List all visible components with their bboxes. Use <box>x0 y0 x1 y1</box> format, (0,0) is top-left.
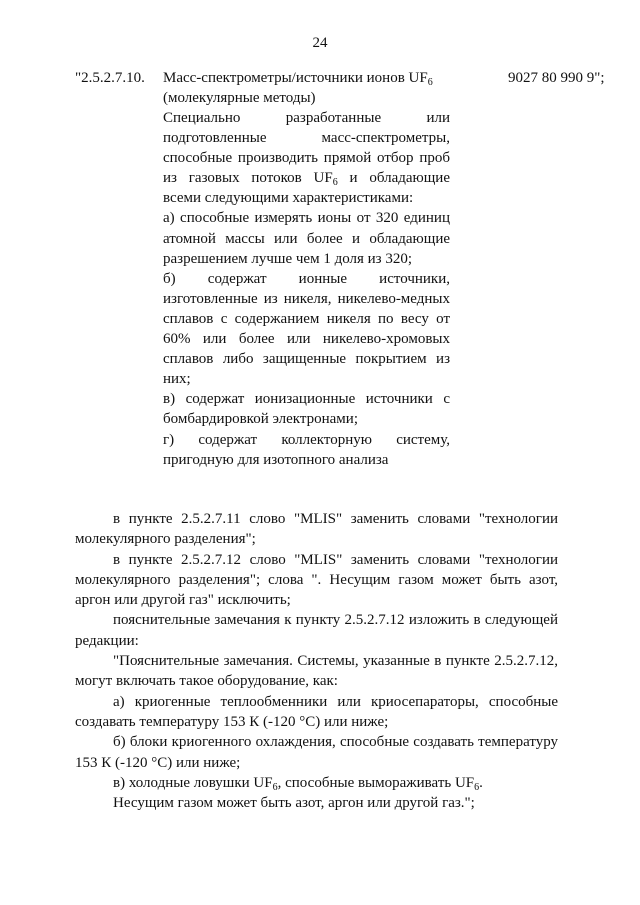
notes-heading: "Пояснительные замечания. Системы, указанные в пункте 2.5.2.7.12, могут включать такое оборудование, как: <box>75 653 558 690</box>
entry-title: Масс-спектрометры/источники ионов $UF_6$ <box>163 70 433 88</box>
entry-intro: Специально разработанные или подготовленные масс-спектрометры, способные производить прямой отбор проб из газовых потоков $UF_6$ и обладающие всеми следующими характеристиками: <box>163 110 450 207</box>
entry-item-a: а) способные измерять ионы от 320 единиц атомной массы или более и обладающие разрешением лучше чем 1 доля из 320; <box>163 210 450 267</box>
entry-subtitle: (молекулярные методы) <box>163 90 316 106</box>
amendments-section <box>75 509 558 813</box>
entry-item-b: б) содержат ионные источники, изготовленные из никеля, никелево-медных сплавов с содержанием никеля по весу от 60% или более или никелево-хромовых сплавов либо защищенные покрытием из них; <box>163 270 450 388</box>
amendment-2-5-2-7-11: в пункте 2.5.2.7.11 слово "MLIS" заменить словами "технологии молекулярного разделения"; <box>75 511 558 548</box>
entry-item-d: г) содержат коллекторную систему, пригодную для изотопного анализа <box>163 431 450 468</box>
notes-item-a: а) криогенные теплообменники или криосепараторы, способные создавать температуру 153 К (-120 °С) или ниже; <box>75 693 558 730</box>
page-number: 24 <box>312 35 328 51</box>
entry-code: "2.5.2.7.10. <box>75 70 145 86</box>
entry-body <box>163 108 450 470</box>
notes-item-b: б) блоки криогенного охлаждения, способные создавать температуру 153 К (-120 °С) или ниже; <box>75 734 558 771</box>
entry-subtitle-block <box>163 88 450 108</box>
notes-carrier-gas: Несущим газом может быть азот, аргон или другой газ."; <box>113 795 475 812</box>
amendment-notes-intro: пояснительные замечания к пункту 2.5.2.7.12 изложить в следующей редакции: <box>75 612 558 649</box>
notes-item-c: в) холодные ловушки $UF_6$, способные вымораживать $UF_6$. <box>113 774 483 793</box>
entry-tn-ved-code: 9027 80 990 9"; <box>508 70 605 86</box>
amendment-2-5-2-7-12: в пункте 2.5.2.7.12 слово "MLIS" заменить словами "технологии молекулярного разделения"; слова ". Несущим газом может быть азот, аргон или другой газ" исключить; <box>75 551 558 609</box>
entry-item-c: в) содержат ионизационные источники с бомбардировкой электронами; <box>163 391 450 428</box>
